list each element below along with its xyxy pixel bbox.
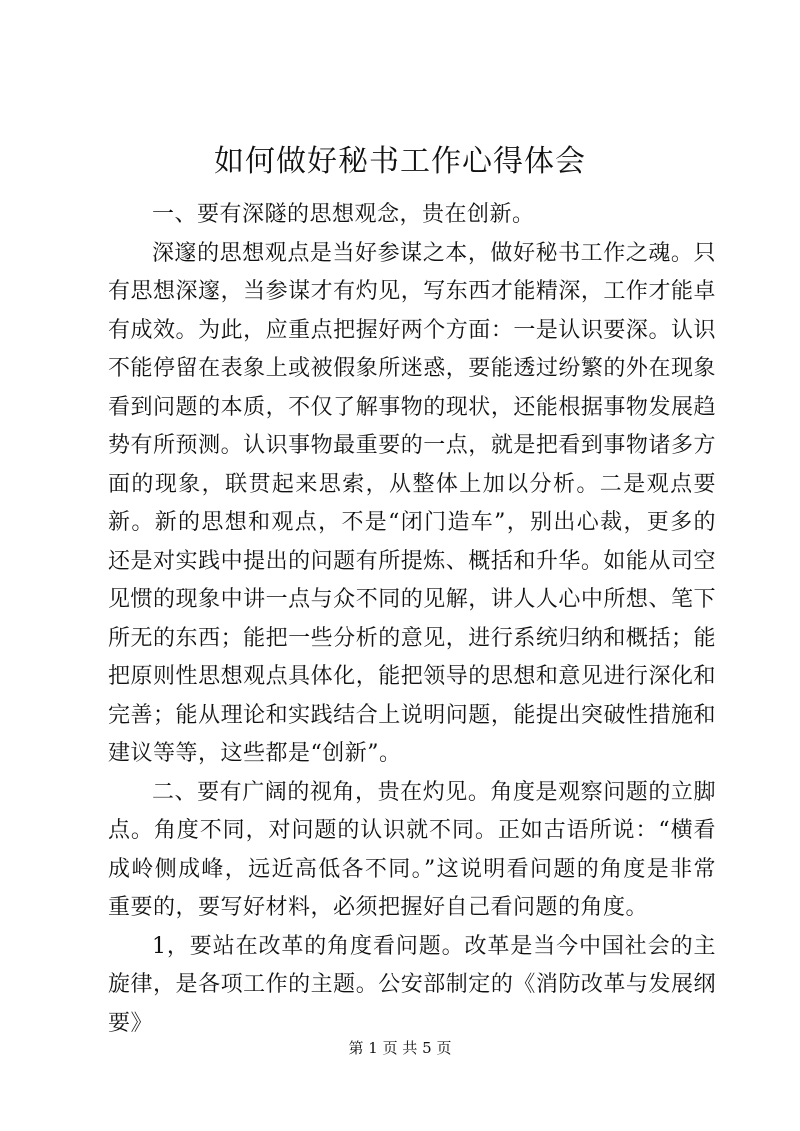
paragraph-2: 二、要有广阔的视角，贵在灼见。角度是观察问题的立脚点。角度不同，对问题的认识就不同。正如古语所说：“横看成岭侧成峰，远近高低各不同。”这说明看问题的角度是非常重要的，要写好材料，必须把握好自己看问题的角度。 [108, 779, 716, 920]
document-body [108, 196, 716, 1043]
paragraph-3: 1，要站在改革的角度看问题。改革是当今中国社会的主旋律，是各项工作的主题。公安部制定的《消防改革与发展纲要》 [108, 933, 716, 1036]
paragraph-heading-1: 一、要有深隧的思想观念，贵在创新。 [152, 202, 535, 227]
paragraph-1: 深邃的思想观点是当好参谋之本，做好秘书工作之魂。只有思想深邃，当参谋才有灼见，写东西才能精深，工作才能卓有成效。为此，应重点把握好两个方面：一是认识要深。认识不能停留在表象上或被假象所迷惑，要能透过纷繁的外在现象看到问题的本质，不仅了解事物的现状，还能根据事物发展趋势有所预测。认识事物最重要的一点，就是把看到事物诸多方面的现象，联贯起来思索，从整体上加以分析。二是观点要新。新的思想和观点，不是“闭门造车”，别出心裁，更多的还是对实践中提出的问题有所提炼、概括和升华。如能从司空见惯的现象中讲一点与众不同的见解，讲人人心中所想、笔下所无的东西；能把一些分析的意见，进行系统归纳和概括；能把原则性思想观点具体化，能把领导的思想和意见进行深化和完善；能从理论和实践结合上说明问题，能提出突破性措施和建议等等，这些都是“创新”。 [108, 240, 716, 766]
page-footer: 第 1 页 共 5 页 [348, 1039, 452, 1057]
page-title: 如何做好秘书工作心得体会 [214, 144, 586, 179]
